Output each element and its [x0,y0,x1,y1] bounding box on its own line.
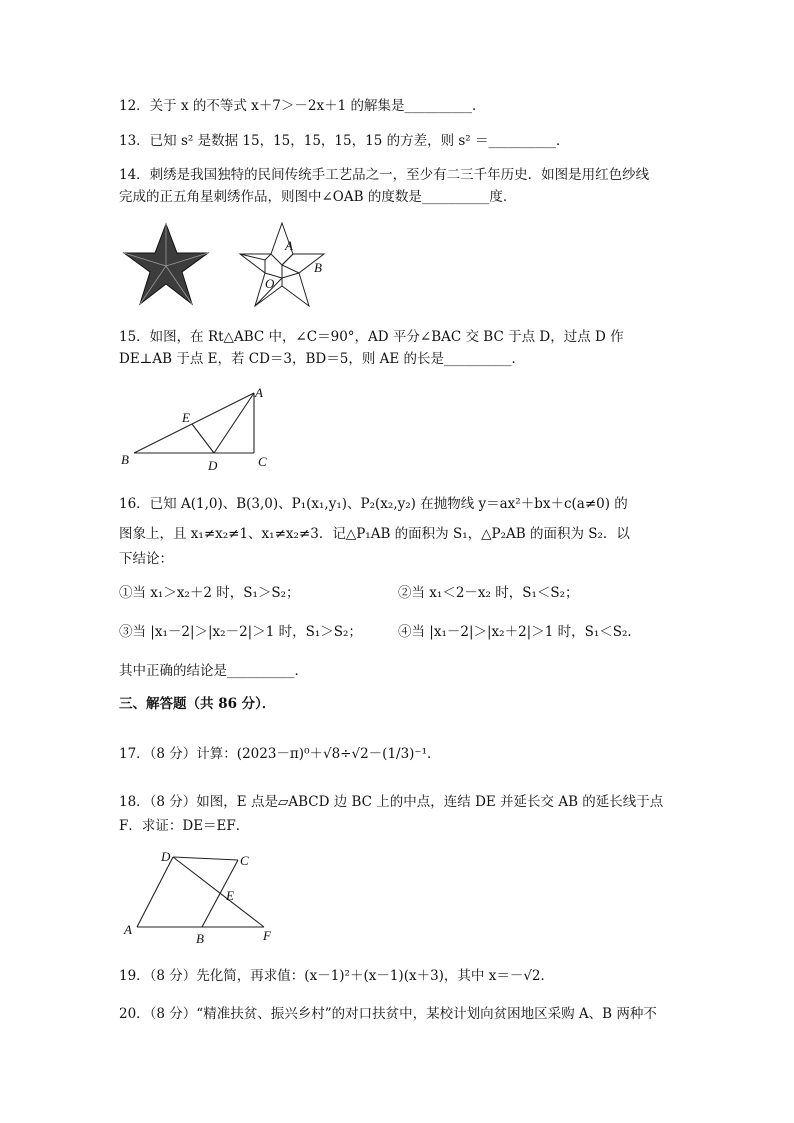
label-A: A [255,385,263,400]
question-14-line2: 完成的正五角星刺绣作品，则图中∠OAB 的度数是__________度． [119,189,517,205]
question-16-option-1: ①当 x₁＞x₂＋2 时，S₁＞S₂； [119,585,300,601]
label-B: B [196,931,204,946]
question-17: 17．（8 分）计算：(2023－π)⁰＋√8÷√2－(1/3)⁻¹． [119,746,441,762]
filled-star-figure [120,222,212,308]
question-16-line3: 下结论： [119,551,173,567]
outline-star-figure [232,220,332,312]
label-O: O [265,276,275,291]
label-C: C [258,454,267,469]
triangle-abc-figure [118,382,288,477]
question-16-line2: 图象上，且 x₁≠x₂≠1、x₁≠x₂≠3．记△P₁AB 的面积为 S₁，△P₂AB 的面积为 S₂．以 [119,526,630,542]
question-16-option-3: ③当 |x₁－2|＞|x₂－2|＞1 时，S₁＞S₂； [119,624,362,640]
question-14-line1: 14．刺绣是我国独特的民间传统手工艺品之一，至少有二三千年历史．如图是用红色纱线 [119,167,650,183]
parallelogram-figure [120,848,290,948]
question-15-line1: 15．如图，在 Rt△ABC 中，∠C＝90°，AD 平分∠BAC 交 BC 于点 D，过点 D 作 [119,329,624,345]
label-A: A [124,922,132,937]
label-D: D [208,458,218,473]
question-20-line1: 20．（8 分）“精准扶贫、振兴乡村”的对口扶贫中，某校计划向贫困地区采购 A、B 两种不 [119,1006,657,1022]
question-16-line1: 16．已知 A(1,0)、B(3,0)、P₁(x₁,y₁)、P₂(x₂,y₂) 在抛物线 y＝ax²＋bx＋c(a≠0) 的 [119,496,628,512]
question-18-line1: 18．（8 分）如图，E 点是▱ABCD 边 BC 上的中点，连结 DE 并延长交 AB 的延长线于点 [119,794,664,810]
question-16-option-4: ④当 |x₁－2|＞|x₂＋2|＞1 时，S₁＜S₂． [398,624,641,640]
label-C: C [240,853,249,868]
question-13: 13．已知 s² 是数据 15，15，15，15，15 的方差，则 s² ＝__________． [119,133,570,149]
label-D: D [161,849,171,864]
question-15-line2: DE⊥AB 于点 E，若 CD＝3，BD＝5，则 AE 的长是__________． [119,351,526,367]
question-19: 19．（8 分）先化简，再求值：(x－1)²＋(x－1)(x＋3)，其中 x＝－√2． [119,968,555,984]
label-E: E [226,888,234,903]
label-E: E [182,410,190,425]
question-16-option-2: ②当 x₁＜2－x₂ 时，S₁＜S₂； [398,585,579,601]
question-16-conclusion: 其中正确的结论是__________． [119,663,308,679]
section-3-heading: 三、解答题（共 86 分）． [119,696,276,712]
label-B: B [314,260,322,275]
label-B: B [121,452,129,467]
question-12: 12．关于 x 的不等式 x＋7＞－2x＋1 的解集是__________． [119,98,486,114]
label-F: F [263,928,271,943]
label-A: A [285,238,293,253]
question-18-line2: F．求证：DE＝EF． [119,818,250,834]
